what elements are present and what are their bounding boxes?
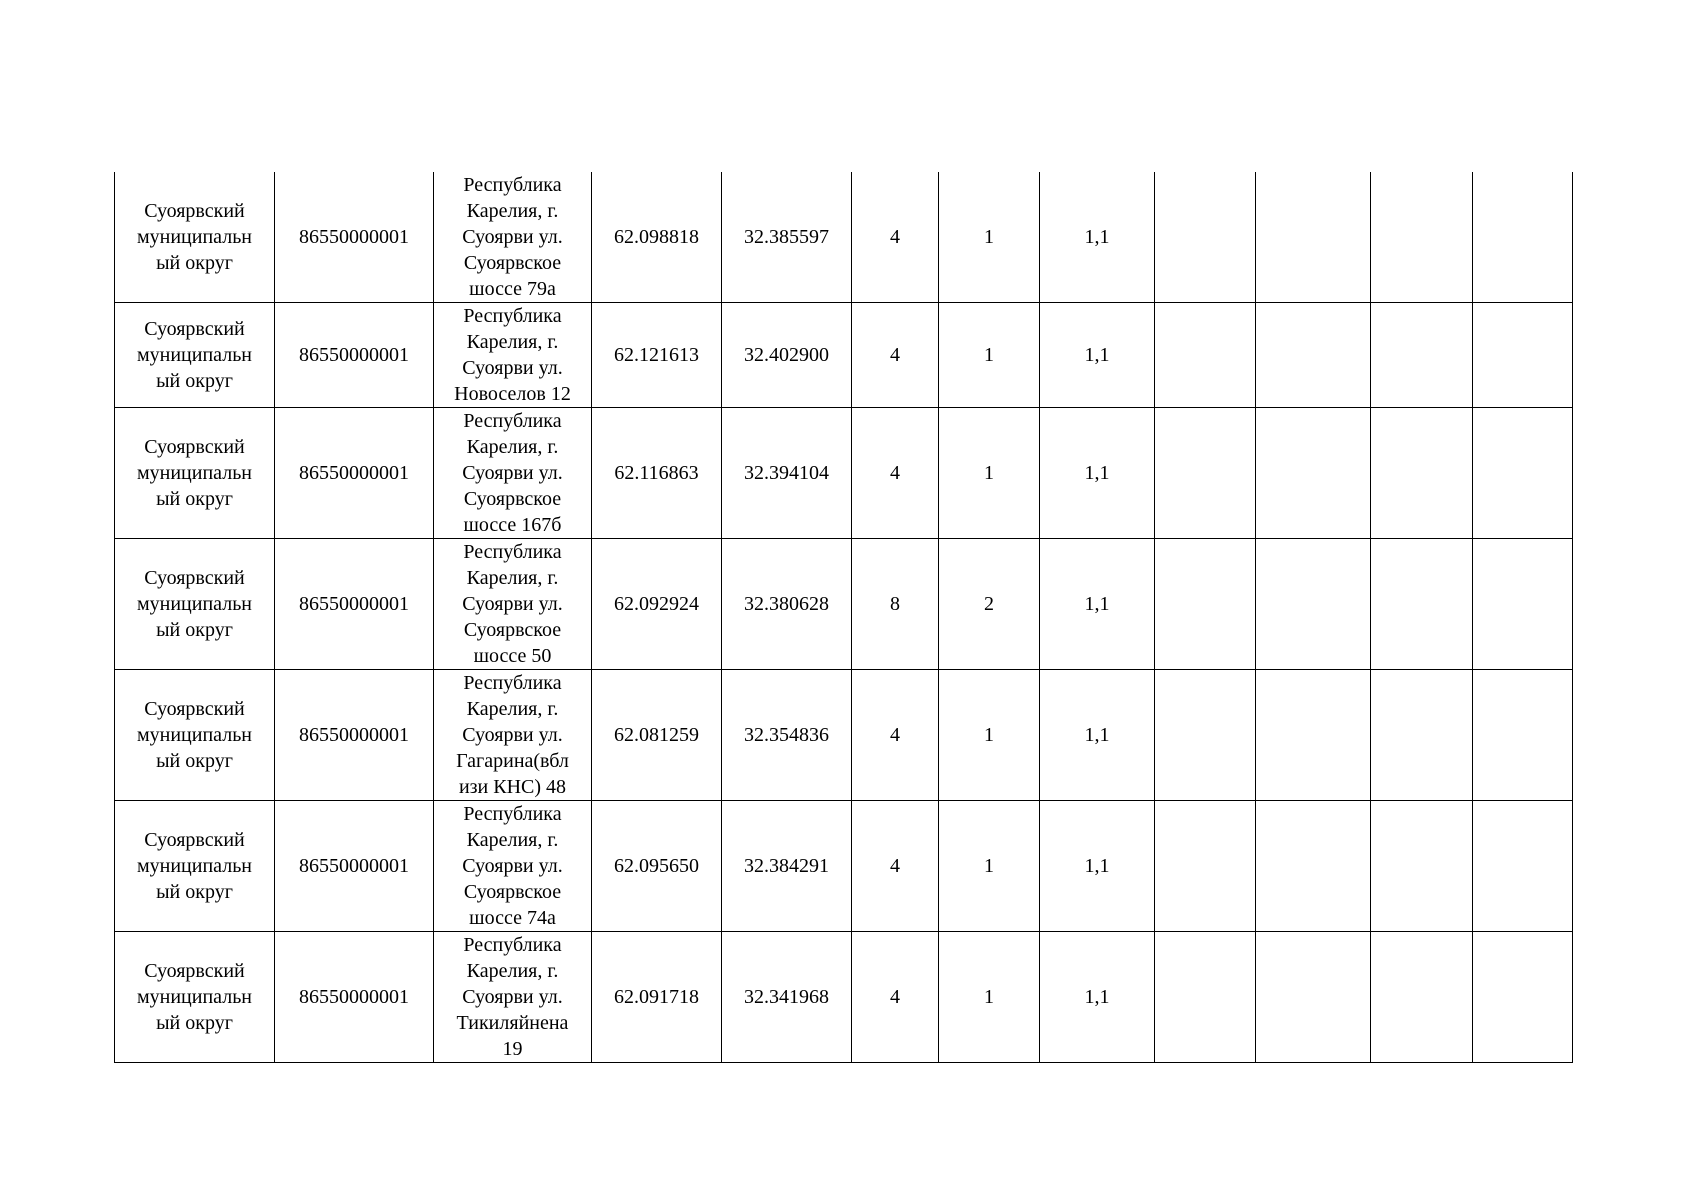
empty-cell	[1473, 670, 1573, 801]
empty-cell	[1155, 932, 1256, 1063]
empty-cell	[1155, 670, 1256, 801]
empty-cell	[1155, 801, 1256, 932]
address-cell: Республика Карелия, г. Суоярви ул. Новоселов 12	[434, 303, 592, 408]
volume-cell: 1,1	[1040, 303, 1155, 408]
quantity-cell: 2	[939, 539, 1040, 670]
quantity-cell: 1	[939, 303, 1040, 408]
volume-cell: 1,1	[1040, 539, 1155, 670]
empty-cell	[1371, 172, 1473, 303]
empty-cell	[1473, 303, 1573, 408]
count-cell: 8	[852, 539, 939, 670]
latitude-cell: 62.116863	[592, 408, 722, 539]
longitude-cell: 32.380628	[722, 539, 852, 670]
empty-cell	[1155, 539, 1256, 670]
quantity-cell: 1	[939, 408, 1040, 539]
empty-cell	[1473, 539, 1573, 670]
volume-cell: 1,1	[1040, 408, 1155, 539]
district-cell: Суоярвский муниципальн ый округ	[115, 303, 275, 408]
registry-table	[114, 172, 1573, 1063]
empty-cell	[1473, 801, 1573, 932]
address-cell: Республика Карелия, г. Суоярви ул. Суоярвское шоссе 74а	[434, 801, 592, 932]
empty-cell	[1256, 172, 1371, 303]
quantity-cell: 1	[939, 801, 1040, 932]
latitude-cell: 62.091718	[592, 932, 722, 1063]
volume-cell: 1,1	[1040, 932, 1155, 1063]
address-cell: Республика Карелия, г. Суоярви ул. Гагарина(вбл изи КНС) 48	[434, 670, 592, 801]
longitude-cell: 32.341968	[722, 932, 852, 1063]
latitude-cell: 62.098818	[592, 172, 722, 303]
empty-cell	[1256, 539, 1371, 670]
district-cell: Суоярвский муниципальн ый округ	[115, 408, 275, 539]
empty-cell	[1256, 932, 1371, 1063]
empty-cell	[1256, 303, 1371, 408]
oktmo-cell: 86550000001	[275, 539, 434, 670]
volume-cell: 1,1	[1040, 670, 1155, 801]
count-cell: 4	[852, 670, 939, 801]
table-row	[115, 932, 1573, 1063]
quantity-cell: 1	[939, 670, 1040, 801]
table-row	[115, 172, 1573, 303]
table-row	[115, 801, 1573, 932]
count-cell: 4	[852, 303, 939, 408]
volume-cell: 1,1	[1040, 801, 1155, 932]
longitude-cell: 32.402900	[722, 303, 852, 408]
empty-cell	[1371, 408, 1473, 539]
empty-cell	[1256, 670, 1371, 801]
oktmo-cell: 86550000001	[275, 670, 434, 801]
latitude-cell: 62.095650	[592, 801, 722, 932]
oktmo-cell: 86550000001	[275, 303, 434, 408]
district-cell: Суоярвский муниципальн ый округ	[115, 670, 275, 801]
latitude-cell: 62.121613	[592, 303, 722, 408]
empty-cell	[1155, 408, 1256, 539]
table-row	[115, 303, 1573, 408]
count-cell: 4	[852, 801, 939, 932]
table-row	[115, 670, 1573, 801]
table-row	[115, 539, 1573, 670]
district-cell: Суоярвский муниципальн ый округ	[115, 932, 275, 1063]
empty-cell	[1473, 408, 1573, 539]
table-row	[115, 408, 1573, 539]
address-cell: Республика Карелия, г. Суоярви ул. Суоярвское шоссе 79а	[434, 172, 592, 303]
longitude-cell: 32.384291	[722, 801, 852, 932]
quantity-cell: 1	[939, 932, 1040, 1063]
oktmo-cell: 86550000001	[275, 172, 434, 303]
latitude-cell: 62.081259	[592, 670, 722, 801]
oktmo-cell: 86550000001	[275, 801, 434, 932]
count-cell: 4	[852, 932, 939, 1063]
count-cell: 4	[852, 172, 939, 303]
empty-cell	[1371, 539, 1473, 670]
empty-cell	[1371, 303, 1473, 408]
latitude-cell: 62.092924	[592, 539, 722, 670]
address-cell: Республика Карелия, г. Суоярви ул. Суоярвское шоссе 167б	[434, 408, 592, 539]
empty-cell	[1256, 801, 1371, 932]
empty-cell	[1371, 932, 1473, 1063]
oktmo-cell: 86550000001	[275, 408, 434, 539]
quantity-cell: 1	[939, 172, 1040, 303]
empty-cell	[1371, 801, 1473, 932]
longitude-cell: 32.354836	[722, 670, 852, 801]
oktmo-cell: 86550000001	[275, 932, 434, 1063]
empty-cell	[1256, 408, 1371, 539]
volume-cell: 1,1	[1040, 172, 1155, 303]
empty-cell	[1155, 172, 1256, 303]
empty-cell	[1473, 932, 1573, 1063]
address-cell: Республика Карелия, г. Суоярви ул. Суоярвское шоссе 50	[434, 539, 592, 670]
empty-cell	[1473, 172, 1573, 303]
address-cell: Республика Карелия, г. Суоярви ул. Тикиляйнена 19	[434, 932, 592, 1063]
district-cell: Суоярвский муниципальн ый округ	[115, 539, 275, 670]
longitude-cell: 32.394104	[722, 408, 852, 539]
longitude-cell: 32.385597	[722, 172, 852, 303]
empty-cell	[1371, 670, 1473, 801]
count-cell: 4	[852, 408, 939, 539]
district-cell: Суоярвский муниципальн ый округ	[115, 172, 275, 303]
district-cell: Суоярвский муниципальн ый округ	[115, 801, 275, 932]
empty-cell	[1155, 303, 1256, 408]
